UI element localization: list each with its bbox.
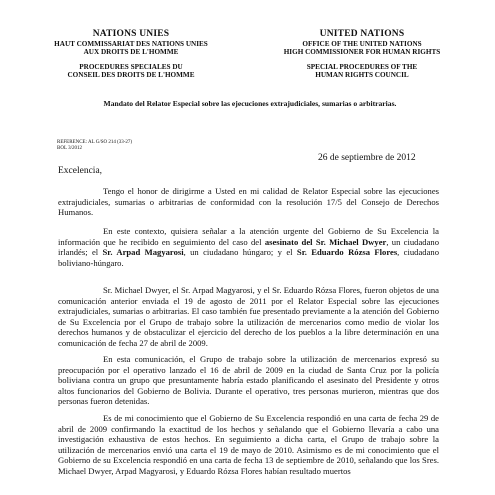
- header-left: [46, 29, 216, 79]
- reference-line: BOL 3/2012: [57, 146, 82, 151]
- paragraph: Tengo el honor de dirigirme a Usted en mi calidad de Relator Especial sobre las ejecuciones extrajudiciales, sumarias o arbitrarias de conformidad con la resolución 17/5 del Consejo de Derechos Humanos.: [58, 186, 439, 218]
- header-right-line: HIGH COMMISSIONER FOR HUMAN RIGHTS: [283, 48, 441, 56]
- header-left-line: PROCEDURES SPECIALES DU: [79, 63, 183, 71]
- header-left-line: HAUT COMMISSARIAT DES NATIONS UNIES: [54, 40, 208, 48]
- paragraph-text: , un ciudadano húngaro; y el: [183, 247, 297, 258]
- paragraph: En esta comunicación, el Grupo de trabajo sobre la utilización de mercenarios expresó su preocupación por el operativo lanzado el 16 de abril de 2009 en la ciudad de Santa Cruz por la policía boliviana contra un grupo que presuntamente habría estado planificando el asesinato del Presidente y otros altos funcionarios del Gobierno de Bolivia. Durante el operativo, tres personas murieron, mientras que dos personas fueron detenidas.: [58, 354, 439, 407]
- reference-line: REFERENCE: AL G/SO 214 (33-27): [57, 140, 133, 145]
- paragraph: Sr. Michael Dwyer, el Sr. Arpad Magyarosi, y el Sr. Eduardo Rózsa Flores, fueron objetos de una comunicación anterior enviada el 19 de agosto de 2011 por el Relator Especial sobre las ejecuciones extrajudiciales, sumarias o arbitrarias. El caso también fue presentado previamente a la atención del Gobierno de Su Excelencia por el Grupo de trabajo sobre la utilización de mercenarios como medio de violar los derechos humanos y de obstaculizar el ejercicio del derecho de los pueblos a la libre determinación en una comunicación de fecha 27 de abril de 2009.: [58, 285, 439, 348]
- header-left-line: CONSEIL DES DROITS DE L'HOMME: [67, 71, 195, 79]
- header-left-line: AUX DROITS DE L'HOMME: [83, 48, 179, 56]
- mandate-title: Mandato del Relator Especial sobre las ejecuciones extrajudiciales, sumarias o arbitrarias.: [103, 99, 397, 108]
- salutation: Excelencia,: [58, 166, 103, 176]
- paragraph: [58, 226, 439, 268]
- bold-name: asesinato del Sr. Michael Dwyer: [264, 236, 387, 247]
- bold-name: Sr. Arpad Magyarosi: [102, 247, 184, 258]
- header-left-title: NATIONS UNIES: [92, 29, 170, 39]
- header-right-line: HUMAN RIGHTS COUNCIL: [315, 71, 409, 79]
- header-right: [278, 29, 446, 79]
- bold-name: Sr. Eduardo Rózsa Flores: [296, 247, 398, 258]
- header-right-title: UNITED NATIONS: [319, 29, 405, 39]
- paragraph-text: En este contexto, quisiera señalar a la atención urgente del Gobierno de Su Excelencia la información que he recibido en seguimiento del caso del: [58, 226, 439, 247]
- header-right-line: SPECIAL PROCEDURES OF THE: [306, 63, 418, 71]
- header-right-line: OFFICE OF THE UNITED NATIONS: [302, 40, 422, 48]
- paragraph-text: , un ciudadano irlandés; el: [58, 236, 439, 258]
- paragraph: Es de mi conocimiento que el Gobierno de Su Excelencia respondió en una carta de fecha 29 de abril de 2009 confirmando la exactitud de los hechos y señalando que el Gobierno llevaría a cabo una investigación exhaustiva de estos hechos. En seguimiento a dicha carta, el Grupo de trabajo sobre la utilización de mercenarios envió una carta el 19 de mayo de 2010. Asimismo es de mi conocimiento que el Gobierno de su Excelencia respondió en una carta de fecha 13 de septiembre de 2010, señalando que los Sres. Michael Dwyer, Arpad Magyarosi, y Eduardo Rózsa Flores habían resultado muertos: [58, 413, 439, 476]
- paragraph-text: , ciudadano boliviano-húngaro.: [58, 247, 440, 268]
- letter-date: 26 de septiembre de 2012: [318, 153, 416, 163]
- reference-block: [57, 140, 132, 152]
